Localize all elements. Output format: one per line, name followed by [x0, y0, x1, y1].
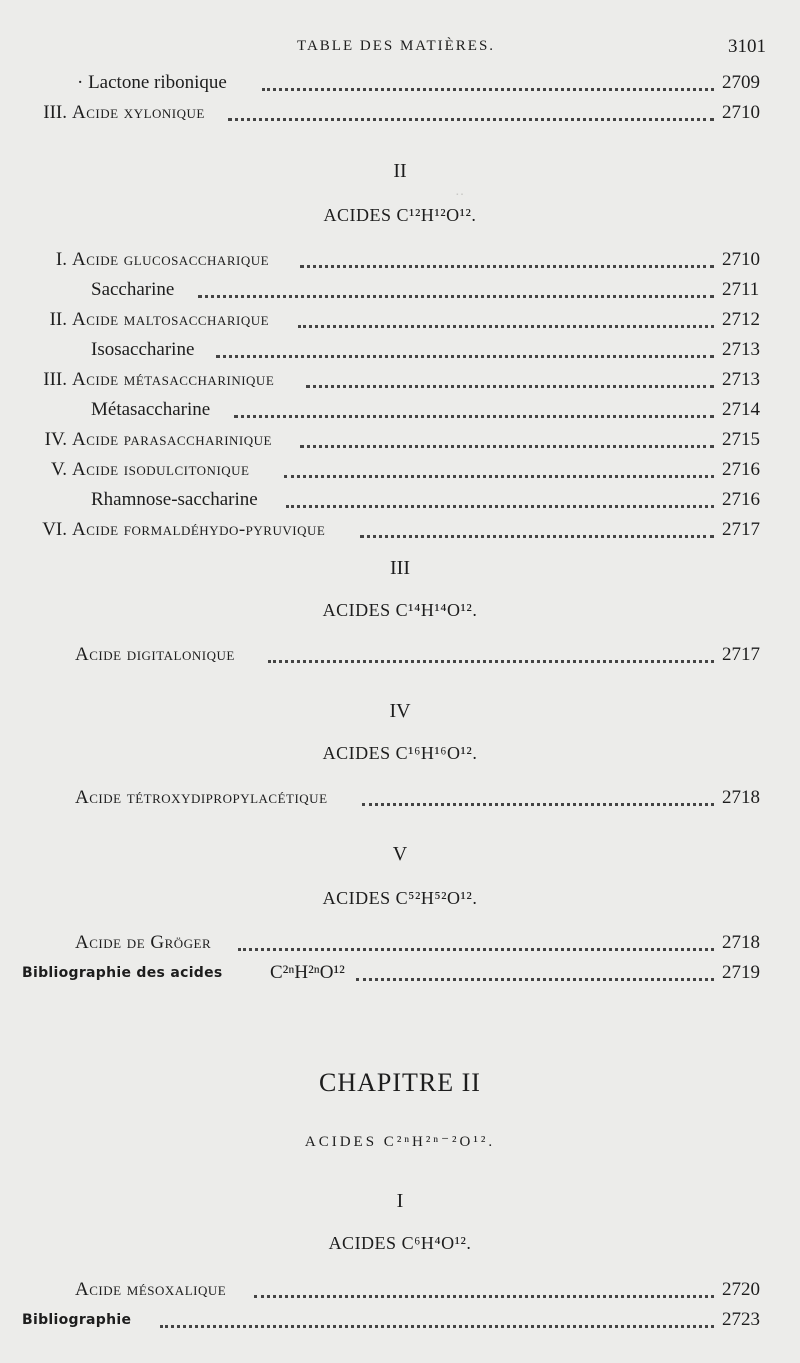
entry-page: 2710: [722, 249, 760, 270]
entry-label: Acide isodulcitonique: [72, 459, 250, 480]
dot-leader: [268, 660, 714, 663]
toc-entry[interactable]: [0, 485, 800, 515]
entry-page: 2713: [722, 369, 760, 390]
dot-leader: [362, 803, 714, 806]
entry-page: 2717: [722, 519, 760, 540]
entry-page: 2716: [722, 489, 760, 510]
dot-leader: [300, 445, 714, 448]
entry-number: III.: [43, 102, 67, 123]
entry-page: 2712: [722, 309, 760, 330]
entry-label: Acide de Gröger: [75, 932, 212, 953]
section-heading: ACIDES C¹²H¹²O¹².: [323, 205, 477, 225]
entry-label: Acide parasaccharinique: [72, 429, 272, 450]
dot-leader: [286, 505, 714, 508]
entry-number: V.: [50, 459, 67, 480]
chapter-title: CHAPITRE II: [319, 1068, 481, 1097]
section-heading: ACIDES C⁵²H⁵²O¹².: [322, 888, 478, 908]
bleed-through: ‥: [455, 184, 465, 199]
section-number: V: [392, 843, 408, 865]
entry-number: VI.: [42, 519, 67, 540]
dot-leader: [238, 948, 714, 951]
section-number: IV: [389, 700, 411, 722]
toc-entry[interactable]: [0, 640, 800, 670]
toc-entry[interactable]: [0, 928, 800, 958]
entry-page: 2720: [722, 1279, 760, 1300]
dot-leader: [284, 475, 714, 478]
dot-leader: [360, 535, 714, 538]
dot-leader: [298, 325, 714, 328]
header-title: TABLE DES MATIÈRES.: [297, 38, 496, 54]
running-header: [0, 36, 800, 62]
bibliography-label: Bibliographie: [22, 1312, 132, 1328]
entry-label: Acide formaldéhydo-pyruvique: [72, 519, 326, 540]
dot-leader: [356, 978, 714, 981]
entry-page: 2714: [722, 399, 760, 420]
bibliography-entry[interactable]: [0, 1305, 800, 1335]
entry-label: Rhamnose-saccharine: [91, 489, 258, 510]
toc-entry[interactable]: [0, 425, 800, 455]
entry-label: Acide maltosaccharique: [72, 309, 270, 330]
section-heading: ACIDES C¹⁴H¹⁴O¹².: [322, 600, 478, 620]
entry-page: 2711: [722, 279, 760, 300]
dot-leader: [216, 355, 714, 358]
bibliography-formula: C²ⁿH²ⁿO¹²: [270, 962, 345, 983]
entry-label: Acide glucosaccharique: [72, 249, 270, 270]
entry-page: 2715: [722, 429, 760, 450]
dot-leader: [198, 295, 714, 298]
entry-page: 2719: [722, 962, 760, 983]
entry-number: I.: [55, 249, 67, 270]
toc-entry[interactable]: [0, 1275, 800, 1305]
entry-label: Isosaccharine: [91, 339, 195, 360]
entry-number: IV.: [44, 429, 67, 450]
toc-entry[interactable]: [0, 275, 800, 305]
toc-entry[interactable]: [0, 335, 800, 365]
entry-label: · Lactone ribonique: [77, 72, 227, 93]
dot-leader: [262, 88, 714, 91]
toc-entry[interactable]: [0, 365, 800, 395]
header-page-number: 3101: [728, 36, 766, 57]
section-heading: ACIDES C¹⁶H¹⁶O¹².: [322, 743, 478, 763]
entry-page: 2713: [722, 339, 760, 360]
entry-label: Acide mésoxalique: [75, 1279, 227, 1300]
entry-number: III.: [43, 369, 67, 390]
entry-label: Acide métasaccharinique: [72, 369, 275, 390]
dot-leader: [228, 118, 714, 121]
entry-label: Saccharine: [91, 279, 175, 300]
toc-entry[interactable]: [0, 455, 800, 485]
toc-entry[interactable]: [0, 515, 800, 545]
entry-page: 2710: [722, 102, 760, 123]
section-number: II: [393, 160, 407, 182]
entry-label: Métasaccharine: [91, 399, 211, 420]
entry-page: 2718: [722, 787, 760, 808]
dot-leader: [306, 385, 714, 388]
toc-entry[interactable]: [0, 783, 800, 813]
dot-leader: [234, 415, 714, 418]
entry-page: 2716: [722, 459, 760, 480]
bibliography-entry[interactable]: [0, 958, 800, 988]
section-number: I: [396, 1190, 404, 1212]
chapter-heading: ACIDES C²ⁿH²ⁿ⁻²O¹².: [304, 1134, 496, 1150]
toc-entry[interactable]: [0, 98, 800, 128]
toc-entry[interactable]: [0, 305, 800, 335]
entry-page: 2718: [722, 932, 760, 953]
entry-label: Acide xylonique: [72, 102, 205, 123]
entry-number: II.: [49, 309, 67, 330]
entry-page: 2717: [722, 644, 760, 665]
dot-leader: [160, 1325, 714, 1328]
toc-entry[interactable]: [0, 395, 800, 425]
section-number: III: [390, 557, 410, 579]
dot-leader: [300, 265, 714, 268]
bibliography-label: Bibliographie des acides: [22, 965, 223, 981]
entry-label: Acide tétroxydipropylacétique: [75, 787, 328, 808]
toc-entry[interactable]: [0, 68, 800, 98]
entry-page: 2709: [722, 72, 760, 93]
section-heading: ACIDES C⁶H⁴O¹².: [328, 1233, 472, 1253]
entry-label: Acide digitalonique: [75, 644, 235, 665]
entry-page: 2723: [722, 1309, 760, 1330]
dot-leader: [254, 1295, 714, 1298]
toc-entry[interactable]: [0, 245, 800, 275]
